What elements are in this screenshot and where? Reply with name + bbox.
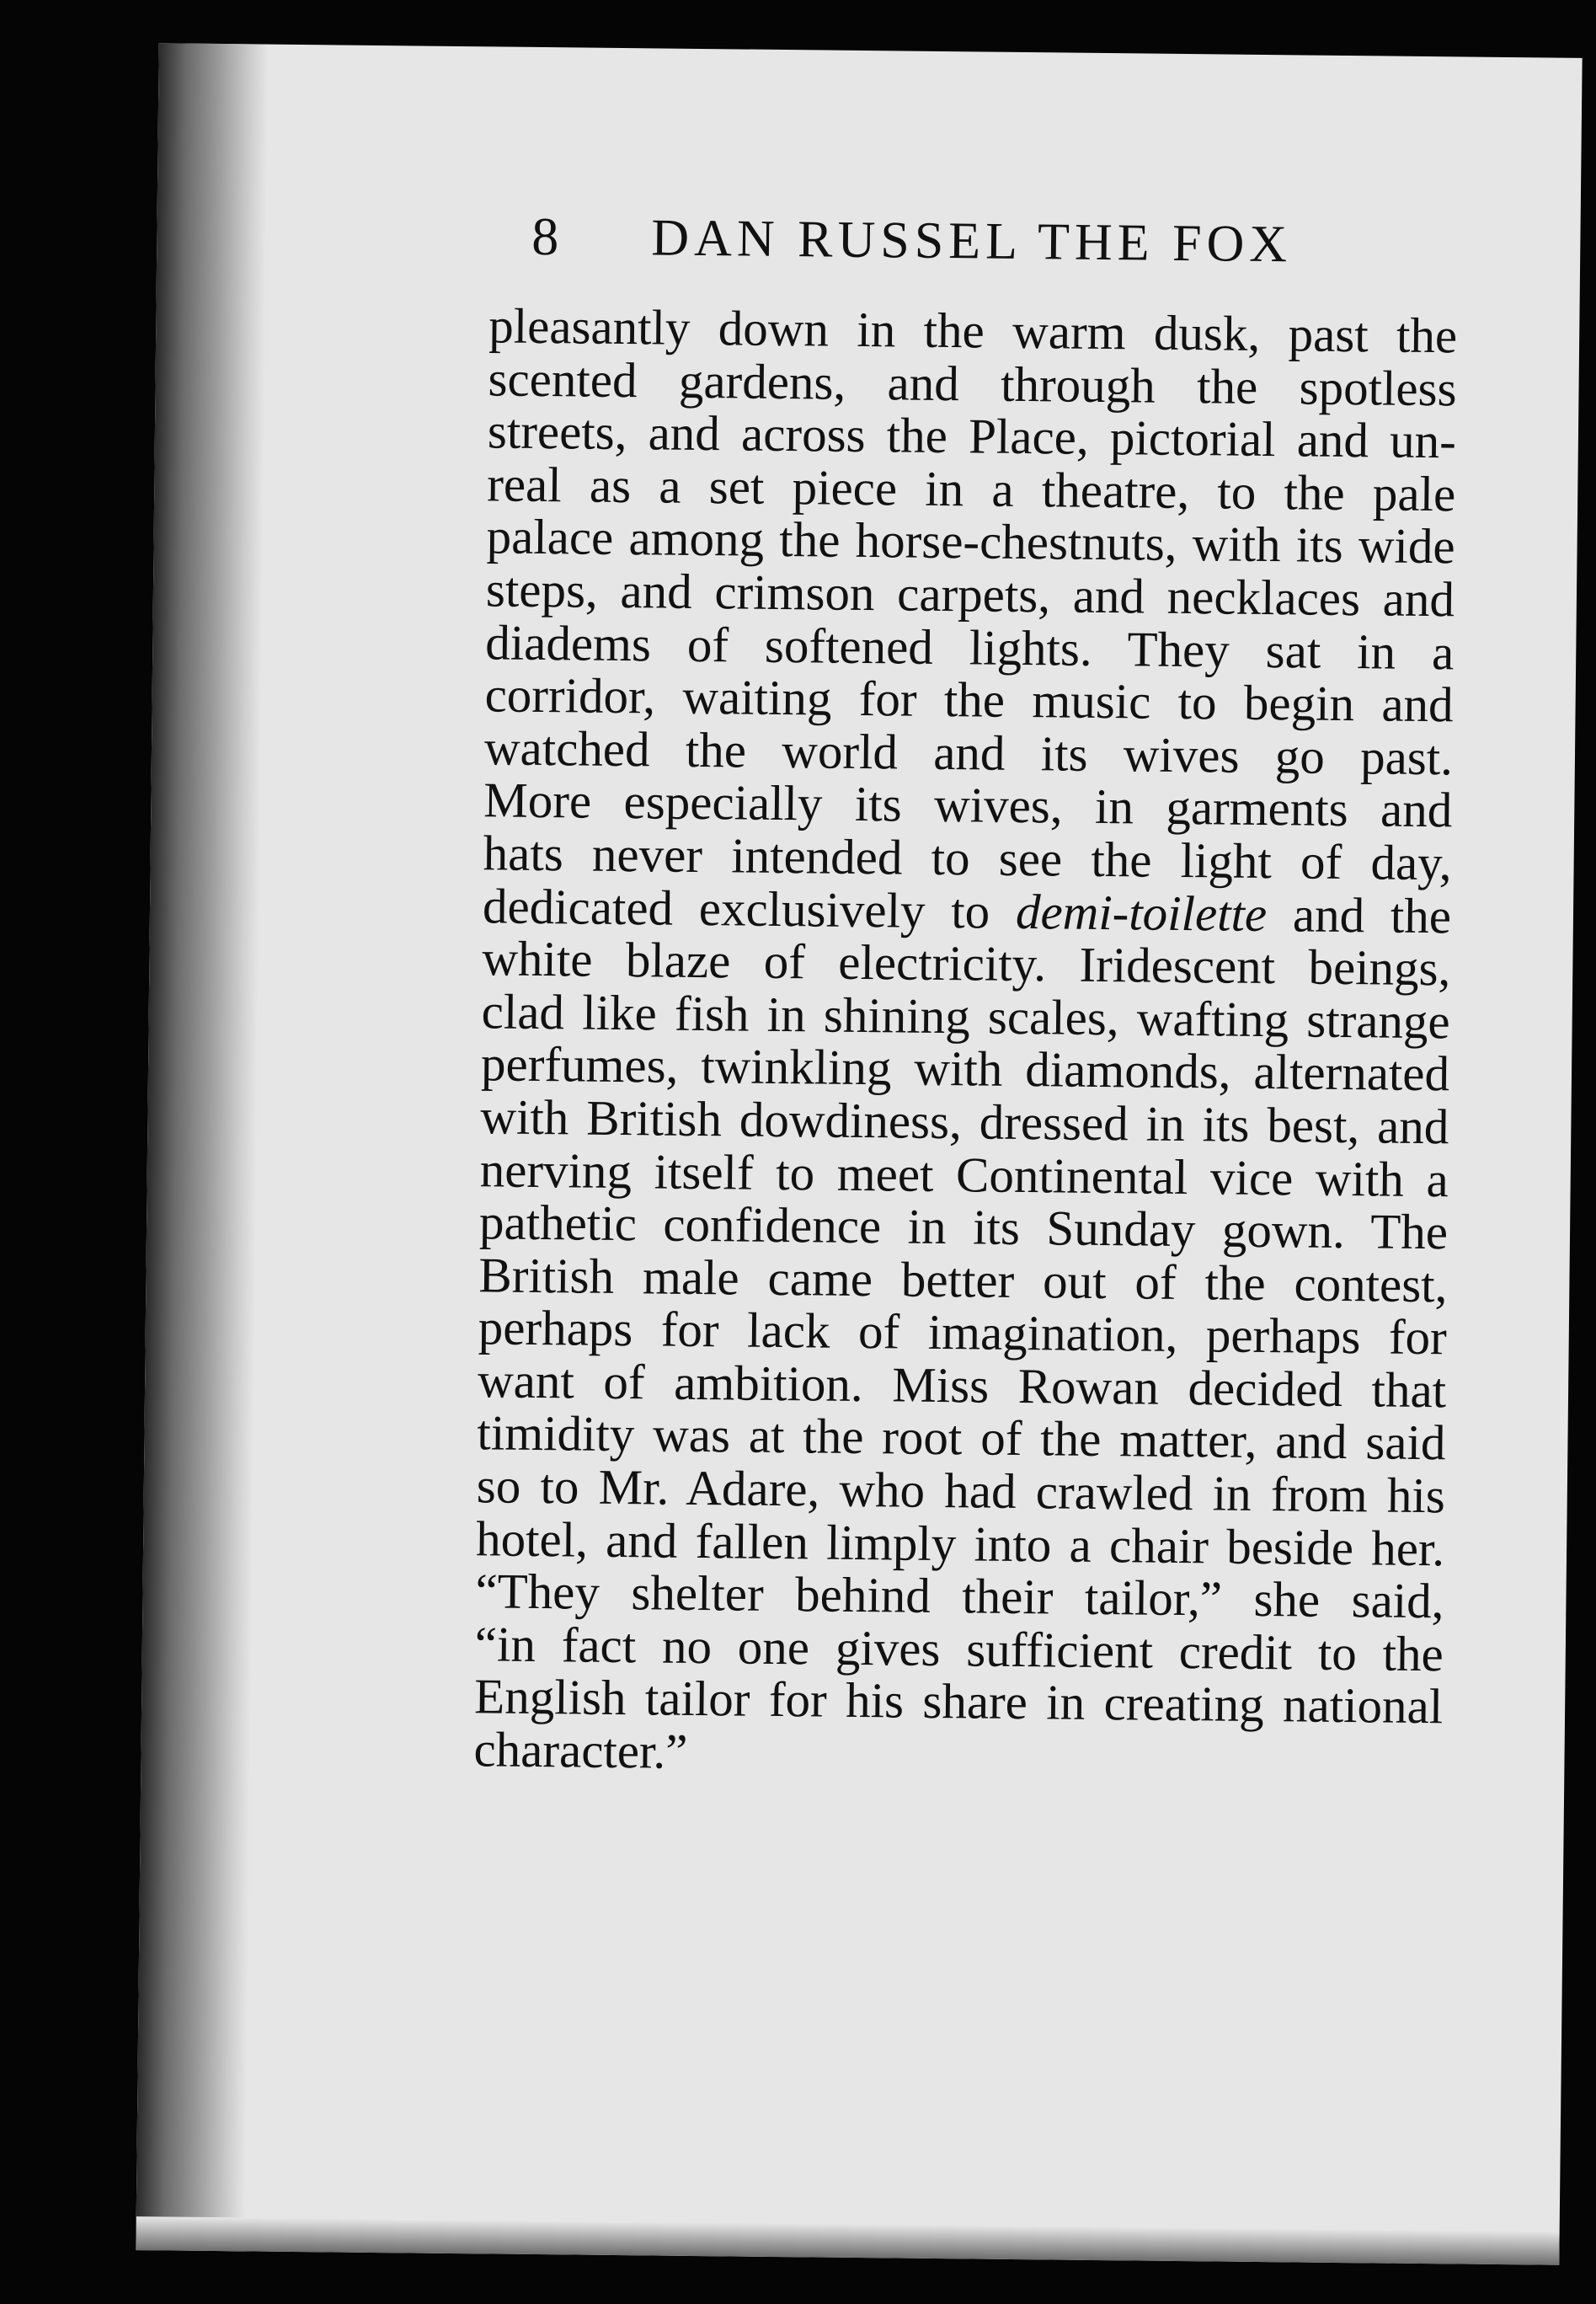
text-line: clad like fish in shining scales, wafting strange bbox=[481, 983, 1451, 1050]
text-line: streets, and across the Place, pictorial and un- bbox=[487, 403, 1457, 469]
body-text bbox=[473, 299, 1457, 1786]
text-line: nerving itself to meet Continental vice with a bbox=[479, 1141, 1449, 1207]
text-line-last: character.” bbox=[473, 1721, 688, 1779]
page-number: 8 bbox=[531, 206, 559, 267]
text-line: perhaps for lack of imagination, perhaps for bbox=[478, 1299, 1448, 1366]
text-line: hats never intended to see the light of day, bbox=[483, 825, 1453, 891]
text-line: “They shelter behind their tailor,” she said, bbox=[475, 1563, 1444, 1629]
text-line: English tailor for his share in creating national bbox=[473, 1668, 1444, 1735]
text-line: real as a set piece in a theatre, to the pale bbox=[486, 456, 1456, 522]
text-line: perfumes, twinkling with diamonds, alternated bbox=[480, 1035, 1450, 1102]
text-line: scented gardens, and through the spotless bbox=[488, 350, 1457, 416]
text-line: palace among the horse-chestnuts, with its wide bbox=[486, 508, 1455, 575]
text-line: pathetic confidence in its Sunday gown. The bbox=[478, 1194, 1449, 1260]
text-line: More especially its wives, in garments and bbox=[483, 772, 1453, 838]
italic-term: demi-toilette bbox=[1015, 883, 1268, 942]
text-line: white blaze of electricity. Iridescent beings, bbox=[482, 930, 1451, 997]
text-line: pleasantly down in the warm dusk, past the bbox=[488, 297, 1458, 364]
page-gutter-shadow bbox=[136, 43, 268, 2251]
text-line-start: dedicated exclusively to bbox=[482, 877, 990, 939]
text-line: corridor, waiting for the music to begin and bbox=[484, 666, 1454, 733]
text-line-end: and the bbox=[1292, 885, 1452, 944]
text-line: hotel, and fallen limply into a chair beside her. bbox=[475, 1510, 1445, 1576]
page-header bbox=[531, 190, 1425, 292]
running-head: DAN RUSSEL THE FOX bbox=[651, 208, 1293, 273]
text-line: diadems of softened lights. They sat in a bbox=[484, 613, 1455, 680]
text-line: timidity was at the root of the matter, and said bbox=[477, 1404, 1446, 1471]
text-line: with British dowdiness, dressed in its best, and bbox=[480, 1088, 1449, 1155]
book-page bbox=[136, 43, 1582, 2265]
text-line: steps, and crimson carpets, and necklaces and bbox=[485, 561, 1455, 628]
text-line: so to Mr. Adare, who had crawled in from his bbox=[476, 1457, 1446, 1524]
text-line: “in fact no one gives sufficient credit to the bbox=[474, 1616, 1444, 1682]
text-line: British male came better out of the contest, bbox=[478, 1246, 1448, 1313]
text-line: want of ambition. Miss Rowan decided that bbox=[477, 1352, 1447, 1419]
text-line: watched the world and its wives go past. bbox=[483, 719, 1454, 786]
